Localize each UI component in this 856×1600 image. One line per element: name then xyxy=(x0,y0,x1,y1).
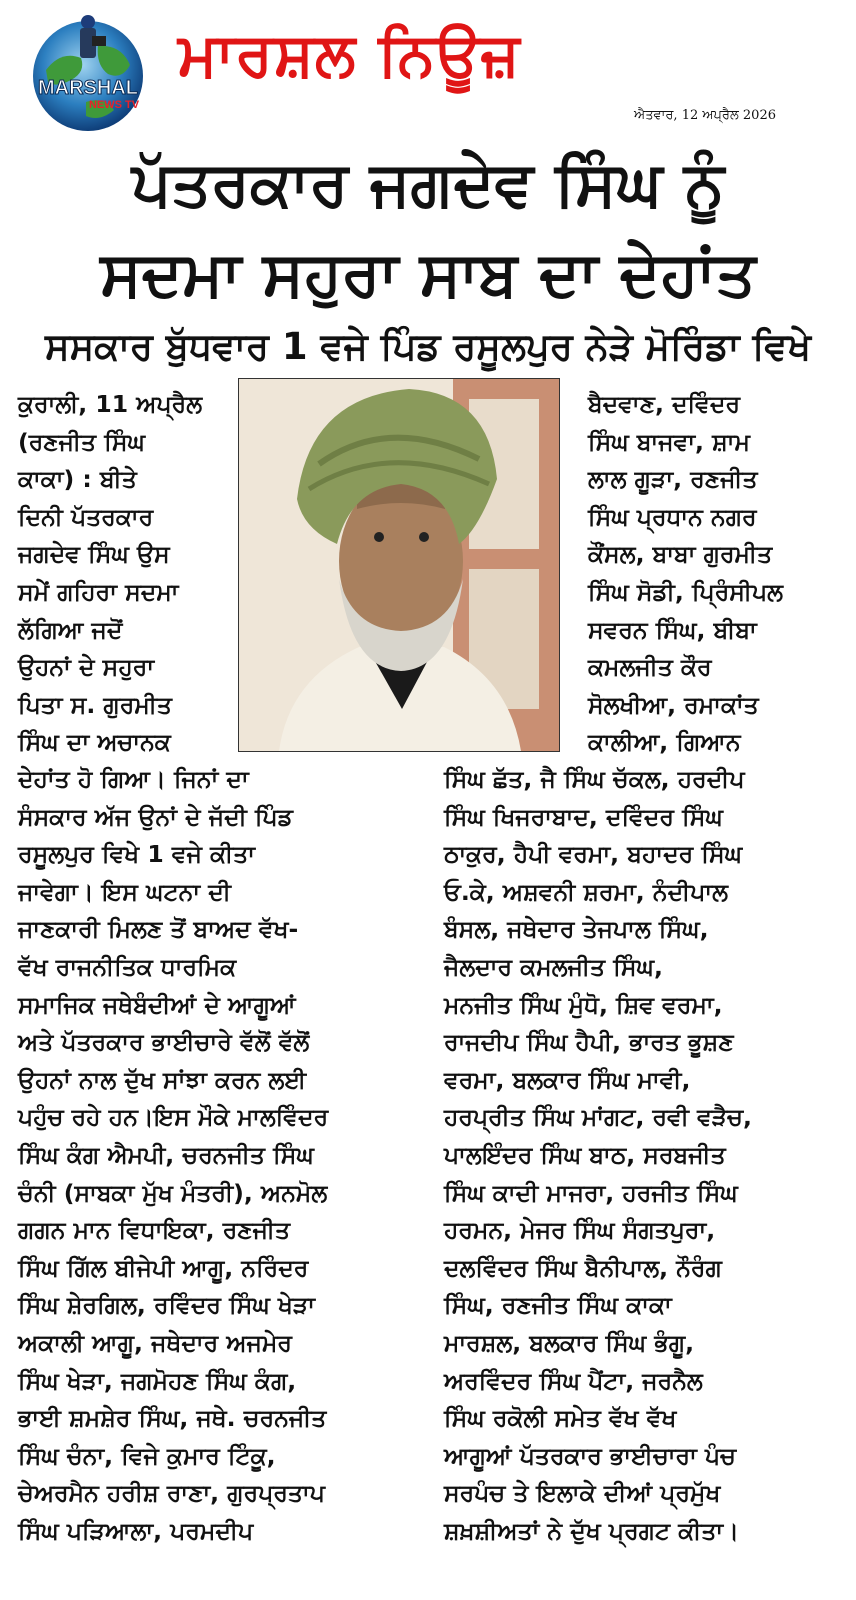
article-line: ਸ਼ਖ਼ਸ਼ੀਅਤਾਂ ਨੇ ਦੁੱਖ ਪ੍ਰਗਟ ਕੀਤਾ। xyxy=(444,1516,739,1545)
article-line: (ਰਣਜੀਤ ਸਿੰਘ xyxy=(18,427,145,456)
article-line: ਆਗੂਆਂ ਪੱਤਰਕਾਰ ਭਾਈਚਾਰਾ ਪੰਚ xyxy=(444,1441,736,1470)
article-line: ਸਿੰਘ ਚੰਨਾ, ਵਿਜੇ ਕੁਮਾਰ ਟਿੰਕੂ, xyxy=(18,1441,276,1470)
newspaper-title: ਮਾਰਸ਼ਲ ਨਿਊਜ਼ xyxy=(178,20,521,90)
article-line: ਅਤੇ ਪੱਤਰਕਾਰ ਭਾਈਚਾਰੇ ਵੱਲੋਂ ਵੱਲੋਂ xyxy=(18,1028,310,1057)
article-line: ਸਿੰਘ ਕਾਦੀ ਮਾਜਰਾ, ਹਰਜੀਤ ਸਿੰਘ xyxy=(444,1178,738,1207)
article-line: ਕਾਕਾ) : ਬੀਤੇ xyxy=(18,465,137,494)
article-line: ਲੱਗਿਆ ਜਦੋਂ xyxy=(18,615,123,644)
article-line: ਮਾਰਸ਼ਲ, ਬਲਕਾਰ ਸਿੰਘ ਭੰਗੂ, xyxy=(444,1328,695,1357)
article-line: ਸਿੰਘ ਪੜਿਆਲਾ, ਪਰਮਦੀਪ xyxy=(18,1516,254,1545)
article-line: ਸਿੰਘ ਖੇੜਾ, ਜਗਮੋਹਣ ਸਿੰਘ ਕੰਗ, xyxy=(18,1366,297,1395)
article-line: ਸਿੰਘ ਸ਼ੇਰਗਿਲ, ਰਵਿੰਦਰ ਸਿੰਘ ਖੇੜਾ xyxy=(18,1291,316,1320)
article-line: ਜਾਣਕਾਰੀ ਮਿਲਣ ਤੋਂ ਬਾਅਦ ਵੱਖ- xyxy=(18,915,299,944)
article-line: ਸਵਰਨ ਸਿੰਘ, ਬੀਬਾ xyxy=(588,615,757,644)
article-line: ਬੰਸਲ, ਜਥੇਦਾਰ ਤੇਜਪਾਲ ਸਿੰਘ, xyxy=(444,915,709,944)
article-line: ਸਿੰਘ ਬਾਜਵਾ, ਸ਼ਾਮ xyxy=(588,427,750,456)
article-line: ਅਰਵਿੰਦਰ ਸਿੰਘ ਪੈਂਟਾ, ਜਰਨੈਲ xyxy=(444,1366,703,1395)
article-line: ਪਹੁੰਚ ਰਹੇ ਹਨ।ਇਸ ਮੌਕੇ ਮਾਲਵਿੰਦਰ xyxy=(18,1103,329,1132)
article-line: ਸਮਾਜਿਕ ਜਥੇਬੰਦੀਆਂ ਦੇ ਆਗੂਆਂ xyxy=(18,990,296,1019)
article-line: ਸਿੰਘ ਰਕੋਲੀ ਸਮੇਤ ਵੱਖ ਵੱਖ xyxy=(444,1404,677,1433)
article-line: ਪਿਤਾ ਸ. ਗੁਰਮੀਤ xyxy=(18,690,172,719)
article-column-4 xyxy=(444,761,838,1550)
article-line: ਮਨਜੀਤ ਸਿੰਘ ਮੁੰਧੋ, ਸ਼ਿਵ ਵਰਮਾ, xyxy=(444,990,723,1019)
article-line: ਸੋਲਖੀਆ, ਰਮਾਕਾਂਤ xyxy=(588,690,759,719)
article-line: ਅਕਾਲੀ ਆਗੂ, ਜਥੇਦਾਰ ਅਜਮੇਰ xyxy=(18,1328,292,1357)
article-line: ਕੌਂਸਲ, ਬਾਬਾ ਗੁਰਮੀਤ xyxy=(588,540,773,569)
article-line: ਕਮਲਜੀਤ ਕੌਰ xyxy=(588,653,712,682)
article-line: ਸੰਸਕਾਰ ਅੱਜ ਉਨਾਂ ਦੇ ਜੱਦੀ ਪਿੰਡ xyxy=(18,802,293,831)
article-line: ਵਰਮਾ, ਬਲਕਾਰ ਸਿੰਘ ਮਾਵੀ, xyxy=(444,1065,691,1094)
article-line: ਚੰਨੀ (ਸਾਬਕਾ ਮੁੱਖ ਮੰਤਰੀ), ਅਨਮੋਲ xyxy=(18,1178,328,1207)
logo-subtext: NEWS TV xyxy=(88,99,140,111)
logo-text: MARSHAL xyxy=(38,77,138,99)
masthead xyxy=(0,0,856,135)
article-line: ਉਹਨਾਂ ਦੇ ਸਹੁਰਾ xyxy=(18,653,155,682)
article-line: ਜਗਦੇਵ ਸਿੰਘ ਉਸ xyxy=(18,540,170,569)
article-line: ਗਗਨ ਮਾਨ ਵਿਧਾਇਕਾ, ਰਣਜੀਤ xyxy=(18,1216,291,1245)
article-line: ਚੇਅਰਮੈਨ ਹਰੀਸ਼ ਰਾਣਾ, ਗੁਰਪ੍ਰਤਾਪ xyxy=(18,1479,325,1508)
article-line: ਹਰਮਨ, ਮੇਜਰ ਸਿੰਘ ਸੰਗਤਪੁਰਾ, xyxy=(444,1216,716,1245)
article-column-1 xyxy=(18,386,234,762)
article-line: ਸਰਪੰਚ ਤੇ ਇਲਾਕੇ ਦੀਆਂ ਪ੍ਰਮੁੱਖ xyxy=(444,1479,721,1508)
article-line: ਉਹਨਾਂ ਨਾਲ ਦੁੱਖ ਸਾਂਝਾ ਕਰਨ ਲਈ xyxy=(18,1065,307,1094)
article-line: ਹਰਪ੍ਰੀਤ ਸਿੰਘ ਮਾਂਗਟ, ਰਵੀ ਵੜੈਚ, xyxy=(444,1103,752,1132)
article-line: ਰਸੂਲਪੁਰ ਵਿਖੇ 1 ਵਜੇ ਕੀਤਾ xyxy=(18,840,256,869)
article-line: ਦੇਹਾਂਤ ਹੋ ਗਿਆ। ਜਿਨਾਂ ਦਾ xyxy=(18,765,249,793)
article-line: ਬੈਦਵਾਣ, ਦਵਿੰਦਰ xyxy=(588,390,741,418)
article-line: ਸਿੰਘ ਦਾ ਅਚਾਨਕ xyxy=(18,728,171,757)
article-line: ਪਾਲਇੰਦਰ ਸਿੰਘ ਬਾਠ, ਸਰਬਜੀਤ xyxy=(444,1140,726,1169)
article-column-2 xyxy=(588,386,838,762)
article-line: ਦਲਵਿੰਦਰ ਸਿੰਘ ਬੈਨੀਪਾਲ, ਨੌਰੰਗ xyxy=(444,1253,722,1282)
article-line: ਲਾਲ ਗੂੜਾ, ਰਣਜੀਤ xyxy=(588,465,758,494)
article-line: ਸਿੰਘ ਖਿਜਰਾਬਾਦ, ਦਵਿੰਦਰ ਸਿੰਘ xyxy=(444,802,723,831)
article-line: ਸਿੰਘ ਕੰਗ ਐਮਪੀ, ਚਰਨਜੀਤ ਸਿੰਘ xyxy=(18,1140,314,1169)
article-line: ਓ.ਕੇ, ਅਸ਼ਵਨੀ ਸ਼ਰਮਾ, ਨੰਦੀਪਾਲ xyxy=(444,877,728,906)
article-line: ਸਮੇਂ ਗਹਿਰਾ ਸਦਮਾ xyxy=(18,577,179,606)
article-line: ਸਿੰਘ ਛੱਤ, ਜੈ ਸਿੰਘ ਚੱਕਲ, ਹਰਦੀਪ xyxy=(444,765,745,793)
headline-line-1: ਪੱਤਰਕਾਰ ਜਗਦੇਵ ਸਿੰਘ ਨੂੰ xyxy=(131,147,725,220)
article-line: ਸਿੰਘ, ਰਣਜੀਤ ਸਿੰਘ ਕਾਕਾ xyxy=(444,1291,672,1320)
article-line: ਰਾਜਦੀਪ ਸਿੰਘ ਹੈਪੀ, ਭਾਰਤ ਭੂਸ਼ਣ xyxy=(444,1028,734,1057)
headline-line-2: ਸਦਮਾ ਸਹੁਰਾ ਸਾਬ ਦਾ ਦੇਹਾਂਤ xyxy=(100,237,756,310)
article-line: ਸਿੰਘ ਸੋਡੀ, ਪ੍ਰਿੰਸੀਪਲ xyxy=(588,577,784,606)
article-line: ਕੁਰਾਲੀ, 11 ਅਪ੍ਰੈਲ xyxy=(18,390,203,418)
article-line: ਦਿਨੀ ਪੱਤਰਕਾਰ xyxy=(18,502,154,531)
article-line: ਵੱਖ ਰਾਜਨੀਤਿਕ ਧਾਰਮਿਕ xyxy=(18,952,237,981)
portrait-photo xyxy=(238,378,560,752)
article-line: ਕਾਲੀਆ, ਗਿਆਨ xyxy=(588,728,741,757)
article-line: ਜੈਲਦਾਰ ਕਮਲਜੀਤ ਸਿੰਘ, xyxy=(444,952,663,981)
article-line: ਭਾਈ ਸ਼ਮਸ਼ੇਰ ਸਿੰਘ, ਜਥੇ. ਚਰਨਜੀਤ xyxy=(18,1404,327,1433)
article-line: ਸਿੰਘ ਗਿੱਲ ਬੀਜੇਪੀ ਆਗੂ, ਨਰਿੰਦਰ xyxy=(18,1253,309,1282)
article-line: ਠਾਕੁਰ, ਹੈਪੀ ਵਰਮਾ, ਬਹਾਦਰ ਸਿੰਘ xyxy=(444,840,743,869)
subheadline: ਸਸਕਾਰ ਬੁੱਧਵਾਰ 1 ਵਜੇ ਪਿੰਡ ਰਸੂਲਪੁਰ ਨੇੜੇ ਮੋਰਿੰਡਾ ਵਿਖੇ xyxy=(44,325,812,368)
article-line: ਸਿੰਘ ਪ੍ਰਧਾਨ ਨਗਰ xyxy=(588,502,757,531)
article-column-3 xyxy=(18,761,408,1550)
publication-date: ਐਤਵਾਰ, 12 ਅਪ੍ਰੈਲ 2026 xyxy=(634,108,776,123)
marshal-news-logo[interactable] xyxy=(26,10,150,134)
article-line: ਜਾਵੇਗਾ। ਇਸ ਘਟਨਾ ਦੀ xyxy=(18,877,231,906)
